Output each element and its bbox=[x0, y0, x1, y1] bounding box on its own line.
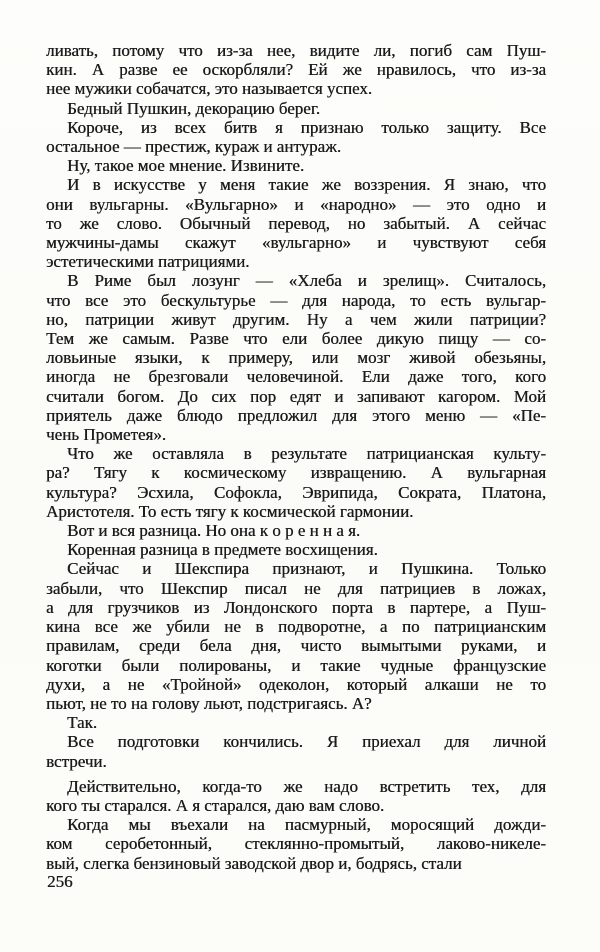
text-line: кого ты старался. А я старался, даю вам слово. bbox=[46, 795, 385, 815]
text-line: духи, а не «Тройной» одеколон, который алкаши не то bbox=[46, 674, 546, 694]
text-line: встречи. bbox=[46, 751, 107, 771]
text-line: приятель даже блюдо предложил для этого меню — «Пе- bbox=[46, 405, 546, 425]
text-line: культура? Эсхила, Софокла, Эврипида, Сократа, Платона, bbox=[46, 482, 546, 502]
text-line: Что же оставляла в результате патрицианская культу- bbox=[67, 444, 546, 464]
text-line: кина все же убили не в подворотне, а по патрицианским bbox=[46, 617, 546, 637]
text-line: Короче, из всех битв я признаю только защиту. Все bbox=[67, 117, 546, 137]
text-line: забыли, что Шекспир писал не для патрициев в ложах, bbox=[46, 578, 546, 598]
text-line: Вот и вся разница. Но она к о р е н н а я. bbox=[67, 521, 361, 541]
text-line: Сейчас и Шекспира признают, и Пушкина. Только bbox=[67, 559, 546, 579]
text-line: Бедный Пушкин, декорацию берег. bbox=[67, 98, 321, 118]
paragraph bbox=[46, 540, 546, 559]
paragraph bbox=[46, 713, 546, 732]
paragraph bbox=[46, 815, 546, 873]
paragraph bbox=[46, 118, 546, 156]
text-line: Действительно, когда-то же надо встретить тех, для bbox=[67, 776, 546, 796]
text-line: считали богом. До сих пор едят и запивают кагором. Мой bbox=[46, 386, 546, 406]
text-line: Все подготовки кончились. Я приехал для личной bbox=[67, 732, 546, 752]
text-line: они вульгарны. «Вульгарно» и «народно» — это одно и bbox=[46, 194, 546, 214]
text-line: Ну, такое мое мнение. Извините. bbox=[67, 156, 305, 176]
text-line: правилам, среди бела дня, чисто вымытыми руками, и bbox=[46, 636, 546, 656]
paragraph bbox=[46, 559, 546, 713]
paragraph bbox=[46, 732, 546, 770]
text-line: Коренная разница в предмете восхищения. bbox=[67, 540, 378, 560]
text-line: ком серобетонный, стеклянно-промытый, лаково-никеле- bbox=[46, 834, 546, 854]
paragraph bbox=[46, 175, 546, 271]
page-number: 256 bbox=[47, 872, 73, 891]
text-line: эстетическими патрициями. bbox=[46, 252, 250, 272]
text-line: коготки были полированы, и такие чудные французские bbox=[46, 655, 546, 675]
text-line: нее мужики собачатся, это называется успех. bbox=[46, 79, 373, 99]
text-line: Тем же самым. Разве что ели более дикую пищу — со- bbox=[46, 329, 546, 349]
text-line: что все это бескультурье — для народа, то есть вульгар- bbox=[46, 290, 546, 310]
text-block bbox=[46, 41, 546, 873]
text-line: кин. А разве ее оскорбляли? Ей же нравилось, что из-за bbox=[46, 60, 546, 80]
paragraph bbox=[46, 156, 546, 175]
text-line: В Риме был лозунг — «Хлеба и зрелищ». Считалось, bbox=[67, 271, 546, 291]
text-line: а для грузчиков из Лондонского порта в партере, а Пуш- bbox=[46, 597, 546, 617]
text-line: то же слово. Обычный перевод, но забытый. А сейчас bbox=[46, 213, 546, 233]
text-line: ра? Тягу к космическому извращению. А вульгарная bbox=[46, 463, 546, 483]
text-line: И в искусстве у меня такие же воззрения. Я знаю, что bbox=[67, 175, 546, 195]
paragraph bbox=[46, 271, 546, 444]
text-line: Когда мы въехали на пасмурный, моросящий дожди- bbox=[67, 815, 546, 835]
text-line: Аристотеля. То есть тягу к космической гармонии. bbox=[46, 501, 414, 521]
text-line: пьют, не то на голову льют, подстригаясь. А? bbox=[46, 693, 372, 713]
text-line: Так. bbox=[67, 713, 98, 733]
text-line: иногда не брезговали человечиной. Ели даже того, кого bbox=[46, 367, 546, 387]
paragraph bbox=[46, 41, 546, 99]
paragraph bbox=[46, 521, 546, 540]
paragraph bbox=[46, 99, 546, 118]
text-line: ливать, потому что из-за нее, видите ли, погиб сам Пуш- bbox=[46, 41, 546, 60]
text-line: остальное — престиж, кураж и антураж. bbox=[46, 137, 342, 157]
text-line: мужчины-дамы скажут «вульгарно» и чувствуют себя bbox=[46, 233, 546, 253]
paragraph bbox=[46, 777, 546, 815]
text-line: вый, слегка бензиновый заводской двор и, бодрясь, стали bbox=[46, 853, 462, 873]
text-line: ловьиные языки, к примеру, или мозг живой обезьяны, bbox=[46, 348, 546, 368]
text-line: чень Прометея». bbox=[46, 425, 166, 445]
paragraph bbox=[46, 444, 546, 521]
text-line: но, патриции живут другим. Ну а чем жили патриции? bbox=[46, 309, 546, 329]
